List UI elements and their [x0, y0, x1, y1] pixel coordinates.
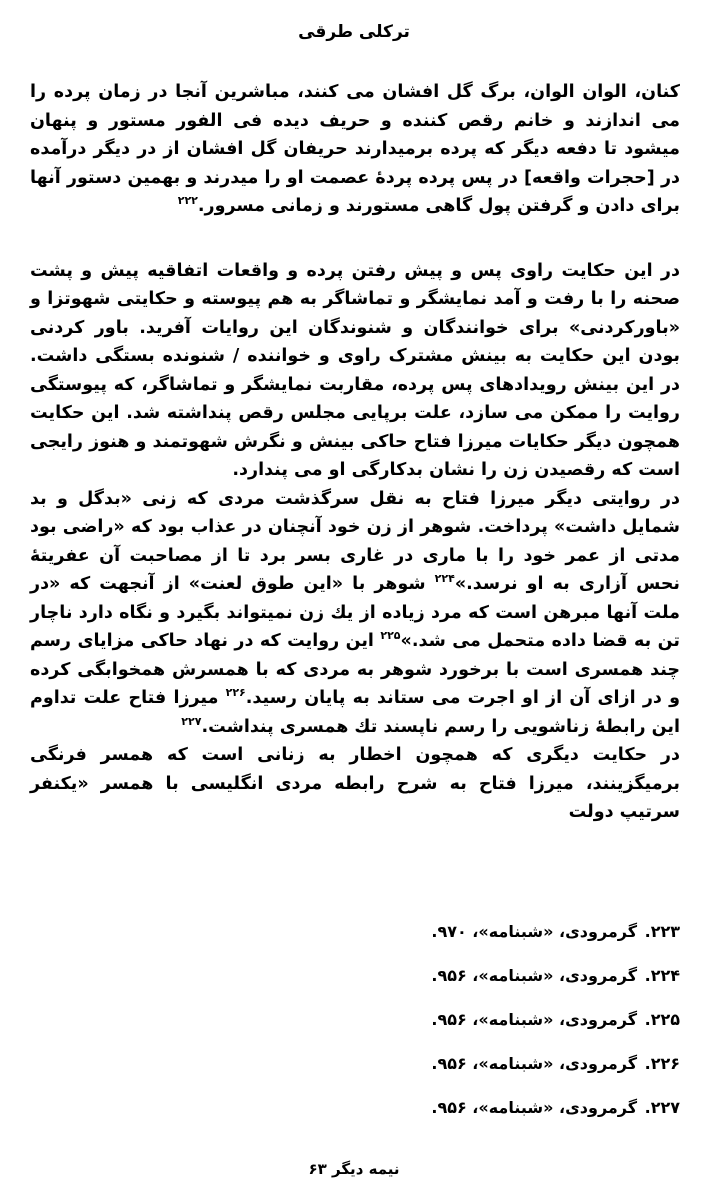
paragraph-3-part-2: شوهر با «این طوق لعنت» از آنجهت که «در ملت آنها مبرهن است که مرد زیاده از یك زن نمیتواند بگیرد و نگاه دارد ناچار تن به قضا داده متحمل می شد.»	[30, 574, 680, 651]
footnote-number: ۲۲۴.	[644, 966, 680, 985]
footnote-224	[30, 954, 680, 998]
footnote-text: گرمرودی، «شبنامه»، ۹۵۶.	[431, 1010, 643, 1029]
footnote-number: ۲۲۵.	[644, 1010, 680, 1029]
page-footer: نیمه دیگر ۶۳	[308, 1160, 400, 1178]
footnote-text: گرمرودی، «شبنامه»، ۹۵۶.	[431, 1054, 643, 1073]
footnote-text: گرمرودی، «شبنامه»، ۹۵۶.	[431, 966, 643, 985]
paragraph-3-part-4: میرزا فتاح علت تداوم این رابطهٔ زناشویی را رسم ناپسند تك همسری پنداشت.	[30, 688, 680, 737]
footnote-number: ۲۲۶.	[644, 1054, 680, 1073]
paragraph-3-part-3: این روایت که در نهاد حاکی مزایای رسم چند همسری است با برخورد شوهر به مردی که با همسرش همخوابگی کرده و در ازای آن از او اجرت می ستاند به پایان رسید.	[30, 631, 680, 708]
footnote-225	[30, 998, 680, 1042]
footnote-number: ۲۲۷.	[644, 1098, 680, 1117]
running-header: ترکلی طرقی	[298, 22, 410, 42]
paragraph-1-text: کنان، الوان الوان، برگ گل افشان می کنند، مباشرین آنجا در زمان پرده را می اندازند و خانم رقص کننده و حریف دیده فی الفور مستور و پنهان میشود تا دفعه دیگر که پرده برمیدارند حریفان گل افشان از در دیگر درآمده در [حجرات واقعه] در پس پرده پردهٔ عصمت او را میدرند و بهمین دستور آنها برای دادن و گرفتن پول گاهی مستورند و زمانی مسرور.	[30, 82, 680, 216]
footnote-text: گرمرودی، «شبنامه»، ۹۵۶.	[431, 1098, 643, 1117]
paragraph-3-part-1: در روایتی دیگر میرزا فتاح به نقل سرگذشت مردی که زنی «بدگل و بد شمایل داشت» پرداخت. شوهر از زن خود آنچنان در عذاب بود که «راضی بود مدتی از عمر خود را با ماری در غاری بسر برد تا از مصاحبت آن عفریتهٔ نحس آزاری به او نرسد.»	[30, 488, 681, 594]
footnote-ref-223: ۲۲۲	[177, 194, 198, 208]
paragraph-2: در این حکایت راوی پس و پیش رفتن پرده و واقعات اتفاقیه پیش و پشت صحنه را با رفت و آمد نمایشگر و تماشاگر به هم پیوسته و حکایتی شهوتزا و «باورکردنی» برای خوانندگان و شنوندگان این روایات آفرید. باور کردنی بودن این حکایت به بینش مشترک راوی و خواننده / شنونده بستگی داشت. در این بینش رویدادهای پس پرده، مقاربت نمایشگر و تماشاگر، که پیوستگی روایت را ممکن می سازد، علت برپایی مجلس رقص پنداشته شد. این حکایت همچون دیگر حکایات میرزا فتاح حاکی بینش و نگرش شهوتمند و هنوز رایجی است که رقصیدن زن را نشان بدکارگی او می پندارد.	[30, 260, 680, 480]
footnote-226	[30, 1042, 680, 1086]
paragraph-3	[30, 485, 680, 742]
footnote-ref-224: ۲۲۴	[434, 572, 455, 586]
footnote-ref-227: ۲۲۷	[181, 714, 202, 728]
paragraph-4: در حکایت دیگری که همچون اخطار به زنانی است که همسر فرنگی برمیگزینند، میرزا فتاح به شرح رابطه مردی انگلیسی با همسر «یکنفر سرتیپ دولت	[30, 745, 680, 822]
footnote-227	[30, 1086, 680, 1130]
paragraph-1	[30, 78, 680, 221]
footnote-ref-225: ۲۲۵	[380, 629, 401, 643]
footnote-ref-226: ۲۲۶	[225, 686, 246, 700]
footnote-text: گرمرودی، «شبنامه»، ۹۷۰.	[431, 922, 643, 941]
footnote-number: ۲۲۳.	[644, 922, 680, 941]
body-text	[30, 78, 680, 827]
footnotes	[30, 910, 680, 1130]
footnote-223	[30, 910, 680, 954]
